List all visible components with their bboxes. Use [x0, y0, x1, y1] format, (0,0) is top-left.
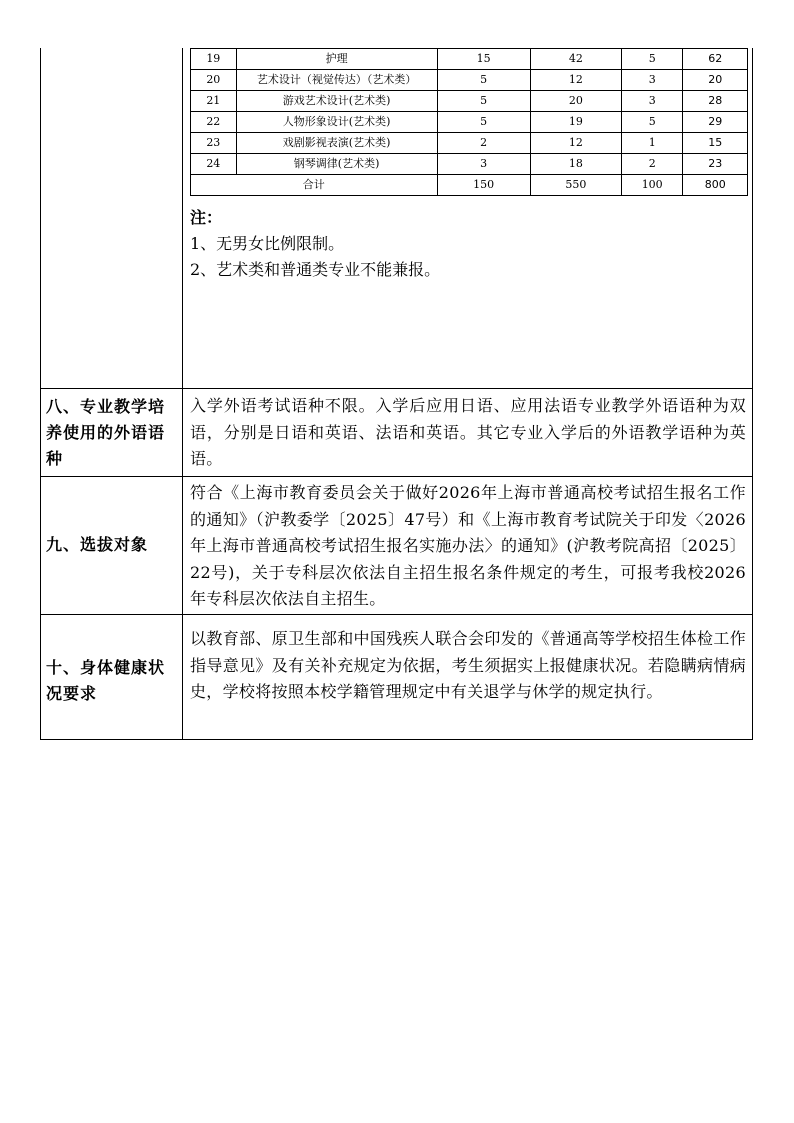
quota-cell: 12	[530, 70, 621, 91]
row-number: 21	[191, 91, 237, 112]
note-item: 1、无男女比例限制。	[190, 234, 345, 253]
quota-cell: 5	[621, 112, 683, 133]
section-content-selection-target: 符合《上海市教育委员会关于做好2026年上海市普通高校考试招生报名工作的通知》（沪教委学〔2025〕47号）和《上海市教育考试院关于印发〈2026年上海市普通高校考试招生报名实施办法〉的通知》(沪教考院高招〔2025〕22号)，关于专科层次依法自主招生报名条件规定的考生，可报考我校2026年专科层次依法自主招生。	[190, 483, 746, 608]
enrollment-table	[190, 48, 748, 196]
total-cell: 15	[683, 133, 748, 154]
major-name: 游戏艺术设计(艺术类)	[236, 91, 437, 112]
row-number: 22	[191, 112, 237, 133]
total-cell: 29	[683, 112, 748, 133]
total-cell: 23	[683, 154, 748, 175]
table-row	[191, 70, 748, 91]
row-divider	[40, 614, 753, 615]
quota-cell: 2	[437, 133, 530, 154]
sum-label: 合计	[191, 175, 438, 196]
sum-cell: 550	[530, 175, 621, 196]
table-sum-row	[191, 175, 748, 196]
quota-cell: 3	[437, 154, 530, 175]
section-content-foreign-language: 入学外语考试语种不限。入学后应用日语、应用法语专业教学外语语种为双语，分别是日语和英语、法语和英语。其它专业入学后的外语教学语种为英语。	[190, 396, 746, 468]
quota-cell: 5	[437, 112, 530, 133]
row-number: 19	[191, 49, 237, 70]
quota-cell: 5	[437, 70, 530, 91]
quota-cell: 42	[530, 49, 621, 70]
quota-cell: 19	[530, 112, 621, 133]
total-cell: 62	[683, 49, 748, 70]
quota-cell: 12	[530, 133, 621, 154]
section-label-health-requirements: 十、身体健康状况要求	[46, 658, 166, 703]
section-label-selection-target: 九、选拔对象	[46, 535, 149, 554]
table-row	[191, 154, 748, 175]
section-label-foreign-language: 八、专业教学培养使用的外语语种	[46, 397, 166, 468]
total-cell: 28	[683, 91, 748, 112]
section-content-health-requirements: 以教育部、原卫生部和中国残疾人联合会印发的《普通高等学校招生体检工作指导意见》及有关补充规定为依据，考生须据实上报健康状况。若隐瞒病情病史，学校将按照本校学籍管理规定中有关退学与休学的规定执行。	[190, 629, 746, 701]
major-name: 护理	[236, 49, 437, 70]
notes-block	[190, 205, 440, 283]
major-name: 戏剧影视表演(艺术类)	[236, 133, 437, 154]
quota-cell: 15	[437, 49, 530, 70]
major-name: 艺术设计（视觉传达）（艺术类）	[236, 70, 437, 91]
column-divider	[182, 48, 183, 740]
table-row	[191, 91, 748, 112]
quota-cell: 20	[530, 91, 621, 112]
total-cell: 20	[683, 70, 748, 91]
quota-cell: 1	[621, 133, 683, 154]
quota-cell: 5	[437, 91, 530, 112]
quota-cell: 18	[530, 154, 621, 175]
sum-cell: 100	[621, 175, 683, 196]
notes-title: 注：	[190, 208, 223, 227]
sum-cell: 150	[437, 175, 530, 196]
quota-cell: 5	[621, 49, 683, 70]
row-number: 23	[191, 133, 237, 154]
quota-cell: 3	[621, 91, 683, 112]
row-divider	[40, 388, 753, 389]
row-number: 20	[191, 70, 237, 91]
major-name: 钢琴调律(艺术类)	[236, 154, 437, 175]
major-name: 人物形象设计(艺术类)	[236, 112, 437, 133]
table-row	[191, 112, 748, 133]
quota-cell: 2	[621, 154, 683, 175]
quota-cell: 3	[621, 70, 683, 91]
table-row	[191, 49, 748, 70]
sum-total-cell: 800	[683, 175, 748, 196]
row-divider	[40, 476, 753, 477]
row-number: 24	[191, 154, 237, 175]
note-item: 2、艺术类和普通类专业不能兼报。	[190, 260, 441, 279]
table-row	[191, 133, 748, 154]
